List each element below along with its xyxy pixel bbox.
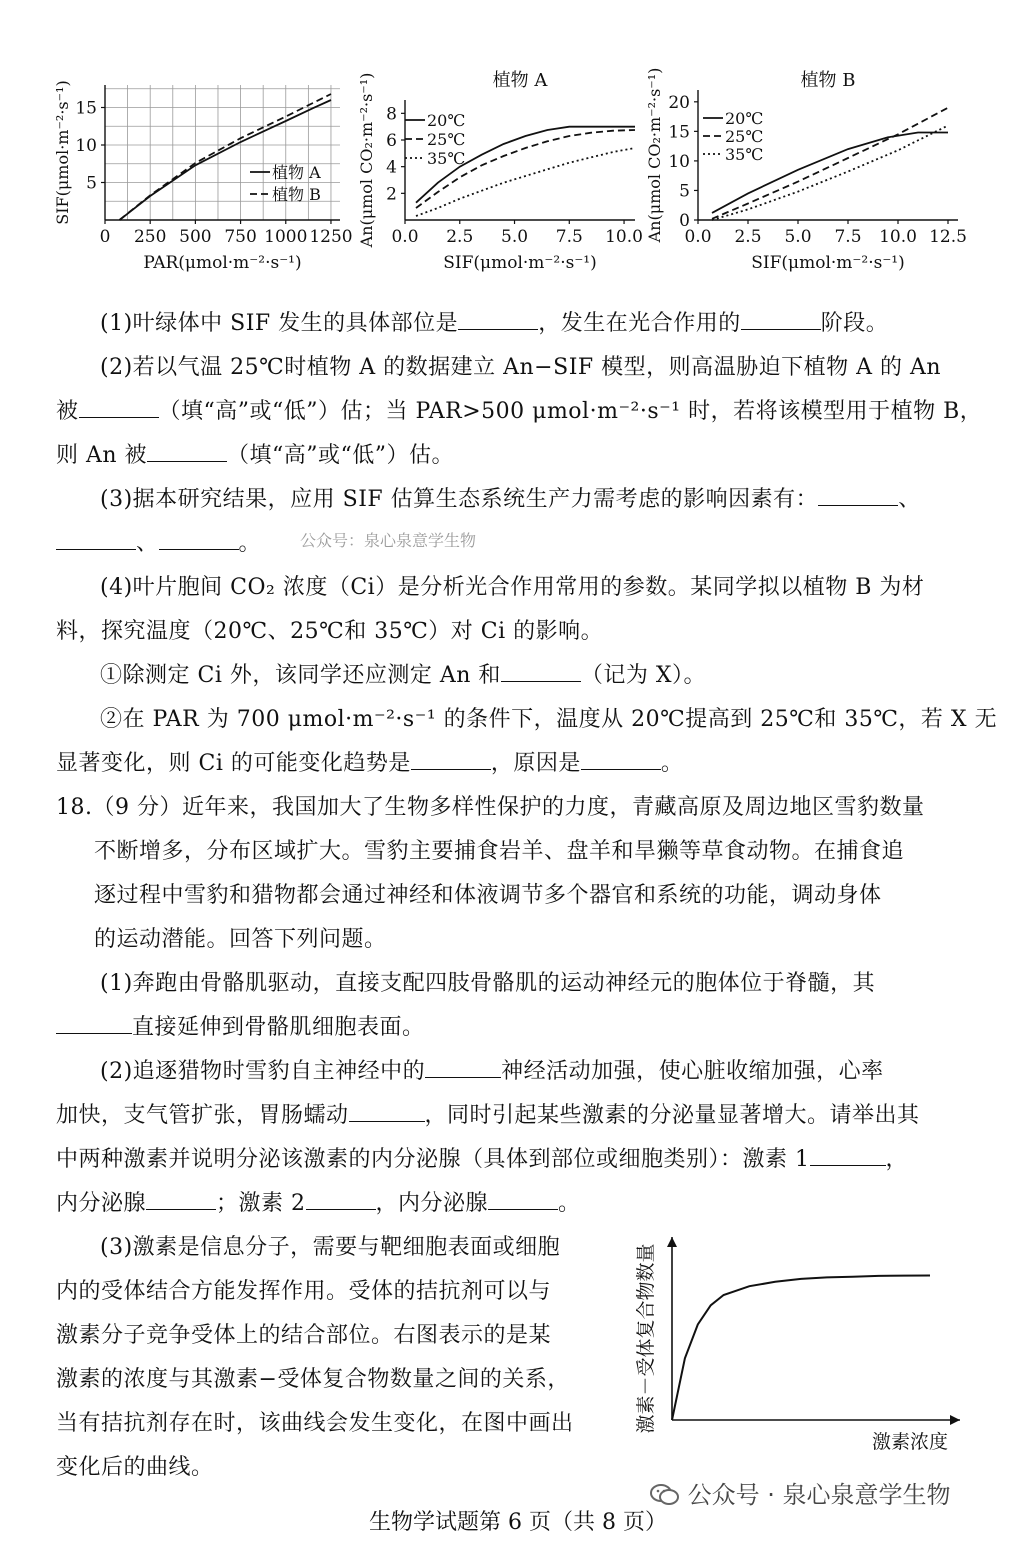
wechat-icon bbox=[650, 1483, 680, 1507]
question-18-3-line2: 内的受体结合方能发挥作用。受体的拮抗剂可以与 bbox=[56, 1279, 552, 1304]
question-18-stem-line3: 逐过程中雪豹和猎物都会通过神经和体液调节多个器官和系统的功能，调动身体 bbox=[94, 883, 882, 908]
y-axis-label: 激素－受体复合物数量 bbox=[635, 1243, 657, 1434]
question-18-3-line5: 当有拮抗剂存在时，该曲线会发生变化，在图中画出 bbox=[56, 1411, 574, 1436]
answer-blank[interactable] bbox=[488, 1185, 558, 1210]
chart-plant-a bbox=[350, 60, 650, 290]
x-tick-label: 5.0 bbox=[501, 227, 529, 247]
x-tick-label: 750 bbox=[224, 227, 257, 247]
chart-par-sif bbox=[0, 60, 360, 290]
x-tick-label: 7.5 bbox=[555, 227, 583, 247]
legend-label: 20℃ bbox=[725, 109, 764, 128]
question-17-2-line3: 则 An 被 （填“高”或“低”）估。 bbox=[56, 434, 454, 478]
x-tick-label: 7.5 bbox=[834, 227, 862, 247]
question-17-2-line2: 被 （填“高”或“低”）估；当 PAR>500 μmol·m⁻²·s⁻¹ 时，若将该模型用于植物 B， bbox=[56, 390, 982, 434]
question-18-stem-line4: 的运动潜能。回答下列问题。 bbox=[94, 927, 387, 952]
y-tick-label: 2 bbox=[386, 184, 397, 205]
x-tick-label: 5.0 bbox=[784, 227, 812, 247]
y-tick-label: 10 bbox=[75, 136, 97, 156]
x-axis-label: SIF(μmol·m⁻²·s⁻¹) bbox=[443, 253, 597, 273]
question-18-1-line2: 直接延伸到骨骼肌细胞表面。 bbox=[56, 1006, 425, 1050]
y-tick-label: 5 bbox=[679, 181, 690, 202]
x-axis-label: 激素浓度 bbox=[871, 1431, 949, 1453]
answer-blank[interactable] bbox=[411, 745, 491, 770]
question-18-1-line1: (1)奔跑由骨骼肌驱动，直接支配四肢骨骼肌的运动神经元的胞体位于脊髓，其 bbox=[100, 971, 876, 996]
legend-label: 20℃ bbox=[427, 111, 466, 130]
question-18-2-line3: 中两种激素并说明分泌该激素的内分泌腺（具体到部位或细胞类别）：激素 1 ， bbox=[56, 1138, 908, 1182]
question-17-4-line5: 显著变化，则 Ci 的可能变化趋势是 ，原因是 。 bbox=[56, 742, 683, 786]
x-tick-label: 0.0 bbox=[391, 227, 419, 247]
x-tick-label: 1250 bbox=[309, 227, 353, 247]
y-tick-label: 4 bbox=[386, 157, 397, 178]
answer-blank[interactable] bbox=[741, 305, 821, 330]
answer-blank[interactable] bbox=[349, 1097, 425, 1122]
answer-blank[interactable] bbox=[146, 1185, 216, 1210]
page-footer: 生物学试题第 6 页（共 8 页） bbox=[369, 1510, 667, 1535]
answer-blank[interactable] bbox=[306, 1185, 376, 1210]
y-tick-label: 15 bbox=[75, 98, 97, 119]
x-axis-label: SIF(μmol·m⁻²·s⁻¹) bbox=[751, 253, 905, 273]
y-axis-label: An(μmol CO₂·m⁻²·s⁻¹) bbox=[357, 72, 376, 248]
x-tick-label: 0.0 bbox=[684, 227, 712, 247]
y-tick-label: 8 bbox=[386, 104, 397, 125]
question-18-stem-line2: 不断增多，分布区域扩大。雪豹主要捕食岩羊、盘羊和旱獭等草食动物。在捕食追 bbox=[94, 839, 905, 864]
legend-label: 35℃ bbox=[725, 145, 764, 164]
legend-label: 植物 B bbox=[272, 185, 321, 204]
answer-blank[interactable] bbox=[147, 437, 227, 462]
answer-blank[interactable] bbox=[501, 657, 581, 682]
question-18-2-line1: (2)追逐猎物时雪豹自主神经中的 神经活动加强，使心脏收缩加强，心率 bbox=[56, 1050, 884, 1094]
question-17-4-line3: ①除测定 Ci 外，该同学还应测定 An 和 （记为 X）。 bbox=[56, 654, 706, 698]
answer-blank[interactable] bbox=[425, 1053, 501, 1078]
brand-label: 公众号 · 泉心泉意学生物 bbox=[687, 1481, 951, 1509]
y-tick-label: 6 bbox=[386, 131, 397, 151]
answer-blank[interactable] bbox=[79, 393, 159, 418]
y-axis-label: SIF(μmol·m⁻²·s⁻¹) bbox=[53, 80, 72, 225]
question-18-2-line2: 加快，支气管扩张，胃肠蠕动 ，同时引起某些激素的分泌量显著增大。请举出其 bbox=[56, 1094, 920, 1138]
y-tick-label: 0 bbox=[679, 211, 690, 231]
question-17-4-line1: (4)叶片胞间 CO₂ 浓度（Ci）是分析光合作用常用的参数。某同学拟以植物 B 为材 bbox=[100, 575, 925, 600]
legend-label: 25℃ bbox=[725, 127, 764, 146]
y-tick-label: 15 bbox=[668, 122, 690, 143]
answer-blank[interactable] bbox=[56, 525, 136, 550]
x-tick-label: 10.0 bbox=[879, 227, 917, 247]
answer-blank[interactable] bbox=[458, 305, 538, 330]
legend-label: 35℃ bbox=[427, 149, 466, 168]
x-axis-arrow bbox=[950, 1415, 960, 1425]
question-17-2-line1: (2)若以气温 25℃时植物 A 的数据建立 An−SIF 模型，则高温胁迫下植物 A 的 An bbox=[100, 355, 942, 380]
y-tick-label: 20 bbox=[668, 92, 690, 113]
question-18-2-line4: 内分泌腺 ；激素 2 ，内分泌腺 。 bbox=[56, 1182, 581, 1226]
chart-plant-b bbox=[640, 60, 1036, 290]
chart-hormone-receptor[interactable] bbox=[630, 1225, 980, 1465]
answer-blank[interactable] bbox=[56, 1009, 132, 1034]
legend-label: 25℃ bbox=[427, 130, 466, 149]
question-17-3-line2: 、 。 bbox=[56, 522, 261, 566]
legend-label: 植物 A bbox=[272, 163, 321, 182]
binding-curve bbox=[672, 1276, 930, 1421]
x-axis-label: PAR(μmol·m⁻²·s⁻¹) bbox=[143, 253, 302, 273]
question-18-3-line6: 变化后的曲线。 bbox=[56, 1455, 214, 1480]
question-18-3-line1: (3)激素是信息分子，需要与靶细胞表面或细胞 bbox=[100, 1235, 561, 1260]
y-tick-label: 5 bbox=[86, 173, 97, 194]
x-tick-label: 500 bbox=[179, 227, 212, 247]
chart-title: 植物 B bbox=[800, 70, 856, 91]
question-18-stem-line1: 18.（9 分）近年来，我国加大了生物多样性保护的力度，青藏高原及周边地区雪豹数量 bbox=[56, 795, 925, 820]
x-tick-label: 250 bbox=[133, 227, 167, 247]
x-tick-label: 1000 bbox=[264, 227, 308, 247]
question-17-3-line1: (3)据本研究结果，应用 SIF 估算生态系统生产力需考虑的影响因素有： 、 bbox=[56, 478, 921, 522]
chart-title: 植物 A bbox=[492, 70, 548, 91]
question-18-3-line4: 激素的浓度与其激素−受体复合物数量之间的关系， bbox=[56, 1367, 570, 1392]
y-axis-arrow bbox=[667, 1237, 677, 1247]
answer-blank[interactable] bbox=[810, 1141, 886, 1166]
question-17-4-line4: ②在 PAR 为 700 μmol·m⁻²·s⁻¹ 的条件下，温度从 20℃提高到 25℃和 35℃，若 X 无 bbox=[100, 707, 998, 732]
answer-blank[interactable] bbox=[581, 745, 661, 770]
x-tick-label: 12.5 bbox=[929, 227, 967, 247]
watermark: 公众号：泉心泉意学生物 bbox=[300, 531, 477, 550]
y-tick-label: 10 bbox=[668, 151, 690, 172]
x-tick-label: 10.0 bbox=[605, 227, 643, 247]
x-tick-label: 2.5 bbox=[734, 227, 762, 247]
question-17-4-line2: 料，探究温度（20℃、25℃和 35℃）对 Ci 的影响。 bbox=[56, 619, 604, 644]
question-17-1: (1)叶绿体中 SIF 发生的具体部位是 ，发生在光合作用的 阶段。 bbox=[56, 302, 888, 346]
x-tick-label: 0 bbox=[99, 227, 111, 247]
y-axis-label: An(μmol CO₂·m⁻²·s⁻¹) bbox=[645, 67, 664, 243]
question-18-3-line3: 激素分子竞争受体上的结合部位。右图表示的是某 bbox=[56, 1323, 552, 1348]
answer-blank[interactable] bbox=[818, 481, 898, 506]
x-tick-label: 2.5 bbox=[446, 227, 474, 247]
answer-blank[interactable] bbox=[159, 525, 239, 550]
